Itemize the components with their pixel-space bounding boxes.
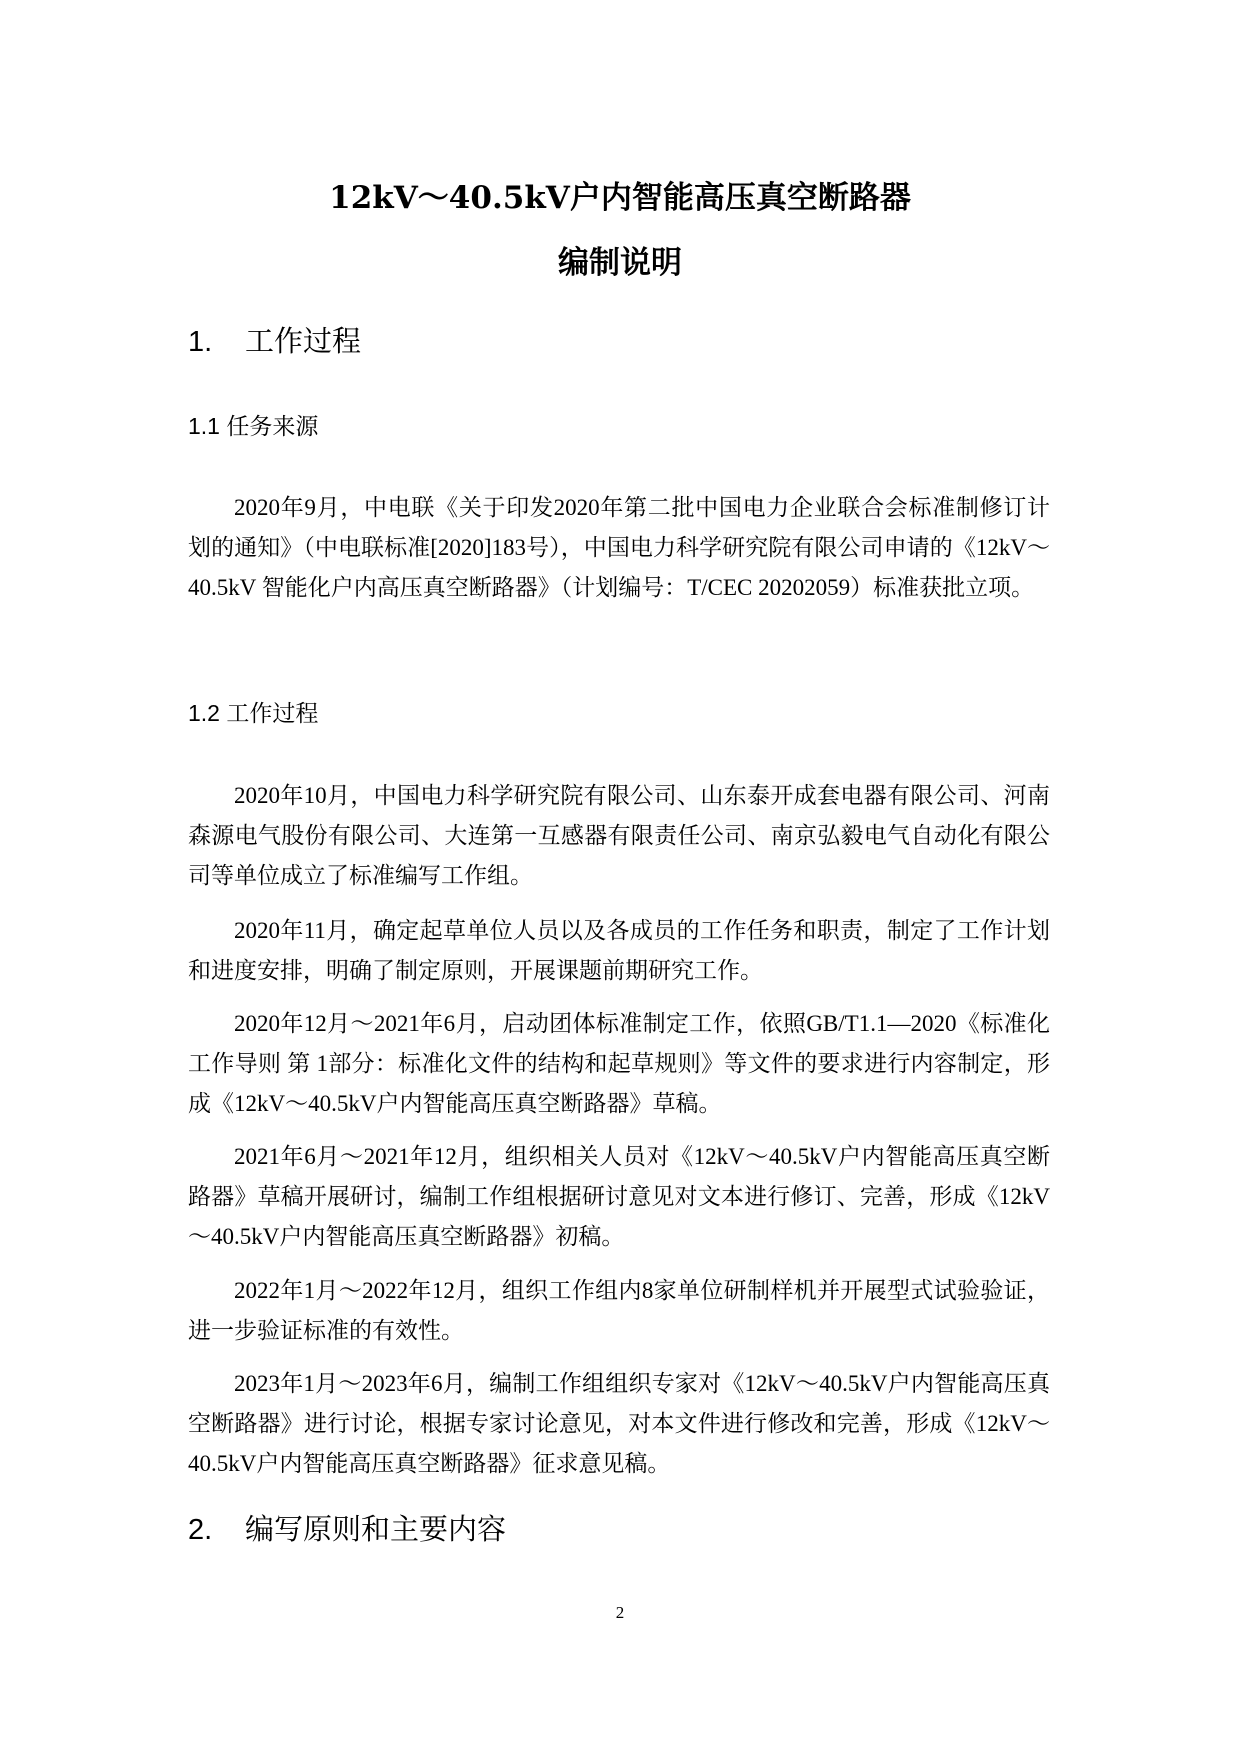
document-subtitle: 编制说明 [558,245,682,281]
section-number: 1. [188,326,213,358]
paragraph-task-source: 2020年9月，中电联《关于印发2020年第二批中国电力企业联合会标准制修订计划的通知》（中电联标准[2020]183号），中国电力科学研究院有限公司申请的《12kV～40.5kV 智能化户内高压真空断路器》（计划编号：T/CEC 20202059）标准获批立项。 [188,495,1050,600]
section-title: 工作过程 [245,326,362,358]
paragraph-process: 2020年10月，中国电力科学研究院有限公司、山东泰开成套电器有限公司、河南森源电气股份有限公司、大连第一互感器有限责任公司、南京弘毅电气自动化有限公司等单位成立了标准编写工作组。 [188,783,1050,888]
section-number: 2. [188,1514,213,1546]
section-title: 编写原则和主要内容 [245,1514,507,1546]
paragraph-process: 2022年1月～2022年12月，组织工作组内8家单位研制样机并开展型式试验验证，进一步验证标准的有效性。 [188,1278,1050,1343]
section-heading-2 [188,1510,506,1550]
page-number: 2 [615,1603,625,1622]
paragraph-process: 2023年1月～2023年6月，编制工作组组织专家对《12kV～40.5kV户内智能高压真空断路器》进行讨论，根据专家讨论意见，对本文件进行修改和完善，形成《12kV～40.5kV户内智能高压真空断路器》征求意见稿。 [188,1371,1050,1476]
paragraph-process: 2021年6月～2021年12月，组织相关人员对《12kV～40.5kV户内智能高压真空断路器》草稿开展研讨，编制工作组根据研讨意见对文本进行修订、完善，形成《12kV～40.5kV户内智能高压真空断路器》初稿。 [188,1144,1050,1249]
section-heading-1 [188,322,361,362]
paragraph-process: 2020年12月～2021年6月，启动团体标准制定工作，依照GB/T1.1—2020《标准化工作导则 第 1部分：标准化文件的结构和起草规则》等文件的要求进行内容制定，形成《12kV～40.5kV户内智能高压真空断路器》草稿。 [188,1011,1050,1116]
paragraph-process: 2020年11月，确定起草单位人员以及各成员的工作任务和职责，制定了工作计划和进度安排，明确了制定原则，开展课题前期研究工作。 [188,918,1050,983]
document-title: 12kV～40.5kV户内智能高压真空断路器 [329,180,911,216]
subsection-heading-1-1: 1.1 任务来源 [188,413,319,439]
subsection-heading-1-2: 1.2 工作过程 [188,700,319,726]
